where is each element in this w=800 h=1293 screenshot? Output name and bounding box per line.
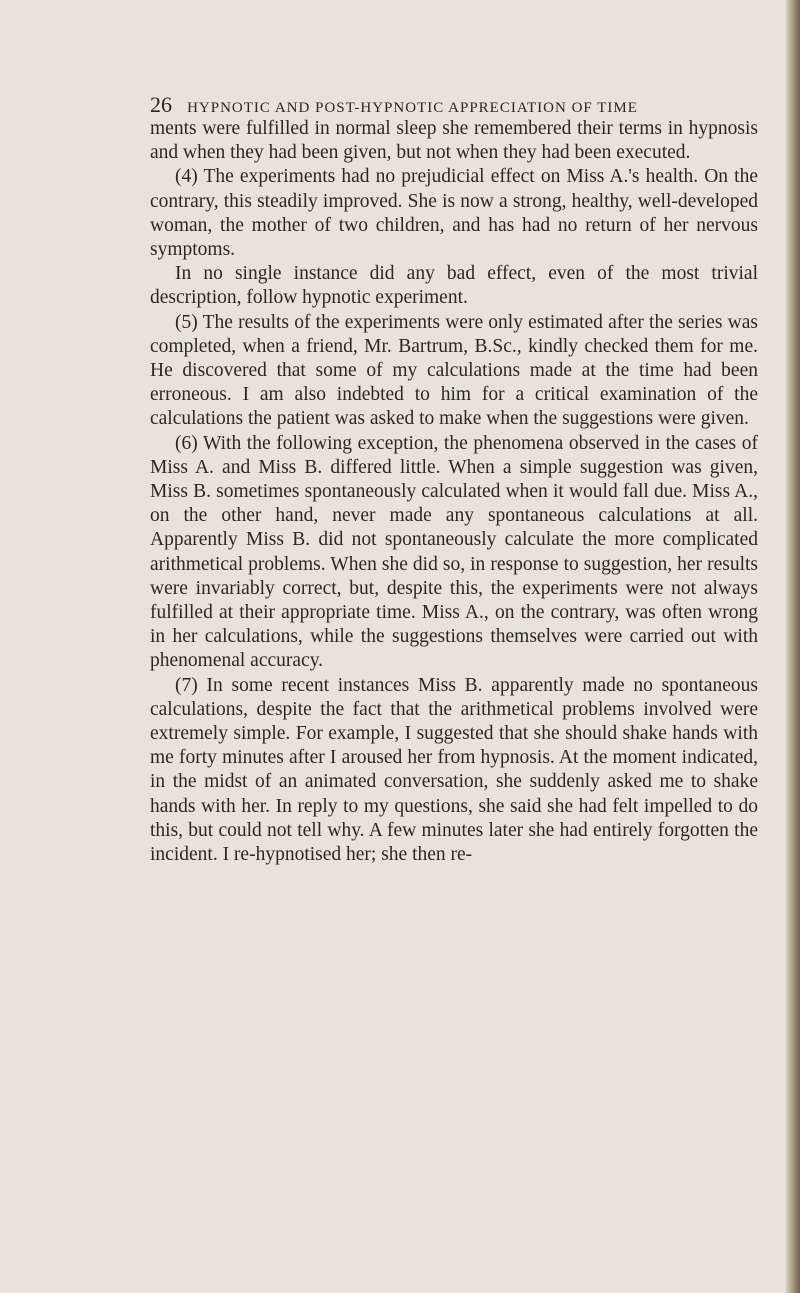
paragraph-item-6: (6) With the following exception, the phenomena observed in the cases of Miss A. and Miss B. differed little. When a simple suggestion was given, Miss B. sometimes spontaneously calculated when it would fall due. Miss A., on the other hand, never made any spontaneous calculations at all. Apparently Miss B. did not spontaneously calculate the more complicated arithmetical problems. When she did so, in response to suggestion, her results were invariably correct, but, despite this, the experiments were not always fulfilled at their appropriate time. Miss A., on the contrary, was often wrong in her calculations, while the suggestions themselves were carried out with phenomenal accuracy.: [150, 432, 758, 672]
paragraph-continuation: ments were fulfilled in normal sleep she remembered their terms in hypnosis and when they had been given, but not when they had been executed.: [150, 118, 758, 164]
paragraph-item-5: (5) The results of the experiments were only estimated after the series was completed, when a friend, Mr. Bartrum, B.Sc., kindly checked them for me. He discovered that some of my calculations made at the time had been erroneous. I am also indebted to him for a critical examination of the calculations the patient was asked to make when the suggestions were given.: [150, 311, 758, 430]
running-title: HYPNOTIC AND POST-HYPNOTIC APPRECIATION OF TIME: [187, 100, 638, 116]
page-header: [150, 92, 750, 120]
body-text: [150, 117, 758, 867]
paragraph-item-4: (4) The experiments had no prejudicial effect on Miss A.'s health. On the contrary, this steadily improved. She is now a strong, healthy, well-developed woman, the mother of two children, and has had no return of her nervous symptoms.: [150, 166, 758, 261]
page-number: 26: [150, 92, 172, 117]
book-spine-shadow: [786, 0, 800, 1293]
paragraph-item-7: (7) In some recent instances Miss B. apparently made no spontaneous calculations, despite the fact that the arithmetical problems involved were extremely simple. For example, I suggested that she should shake hands with me forty minutes after I aroused her from hypnosis. At the moment indicated, in the midst of an animated conversation, she suddenly asked me to shake hands with her. In reply to my questions, she said she had felt impelled to do this, but could not tell why. A few minutes later she had entirely forgotten the incident. I re-hypnotised her; she then re-: [150, 674, 758, 866]
paragraph-no-bad-effect: In no single instance did any bad effect, even of the most trivial description, follow hypnotic experiment.: [150, 263, 758, 309]
